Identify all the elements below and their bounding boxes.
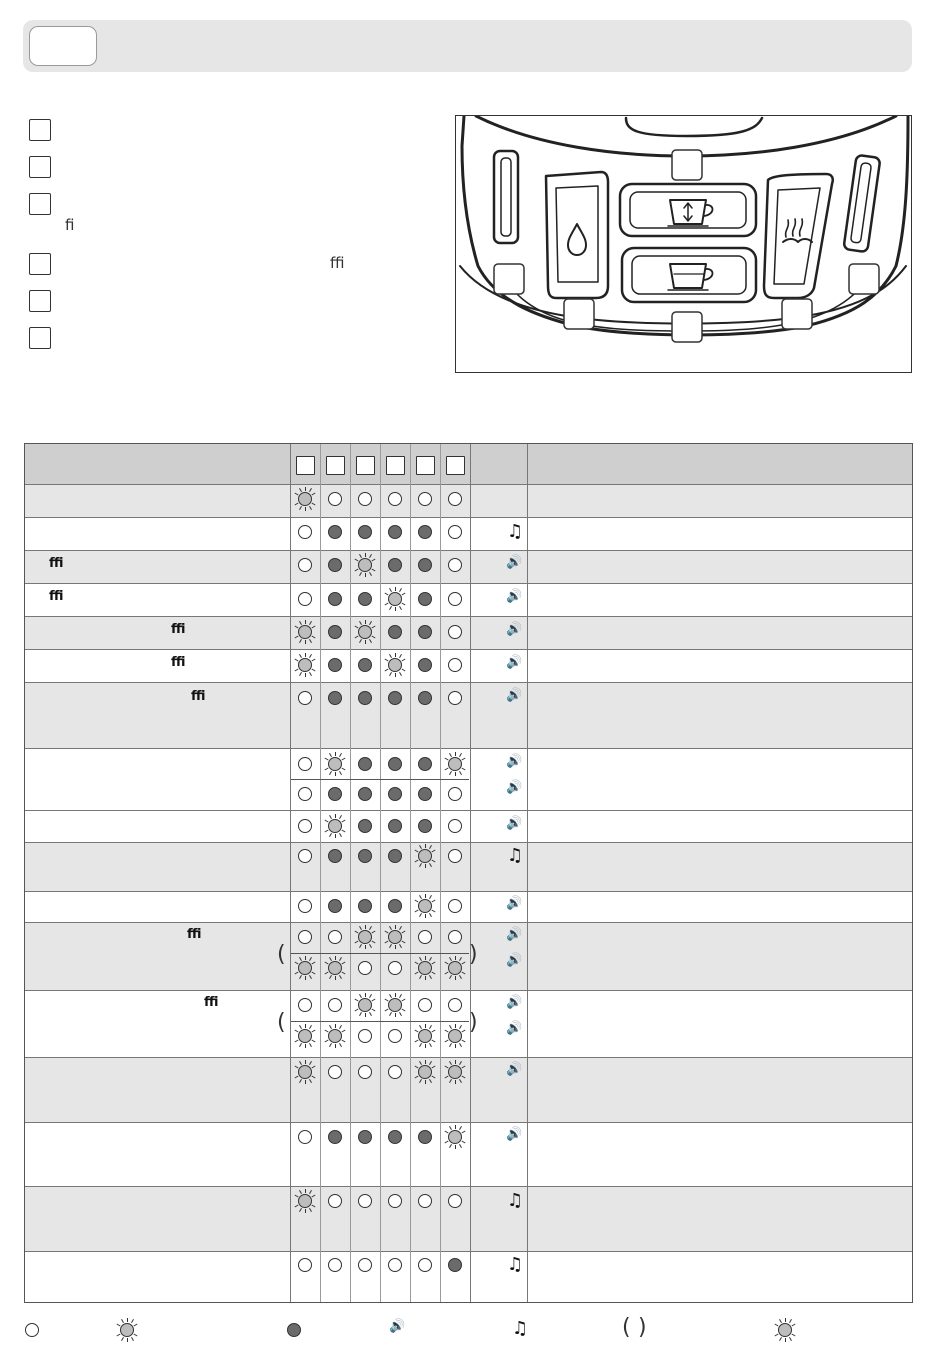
- blink-ray: [335, 752, 336, 756]
- row-7-label: ffi: [191, 689, 206, 704]
- led-row-1-col-5: [418, 492, 432, 506]
- blink-ray: [365, 993, 366, 997]
- led-row-20-col-6: [448, 1258, 462, 1272]
- led-row-3-col-6: [448, 558, 462, 572]
- led-row-7-col-2: [328, 691, 342, 705]
- blink-ray: [789, 1337, 792, 1341]
- blink-ray: [785, 1338, 786, 1342]
- led-row-18-col-3: [358, 1130, 372, 1144]
- blink-ray: [425, 1080, 426, 1084]
- led-row-2-col-5: [418, 525, 432, 539]
- led-row-13-col-5: [418, 930, 432, 944]
- blink-ray: [116, 1324, 120, 1327]
- led-row-10-col-1: [298, 819, 312, 833]
- led-row-18-col-4: [388, 1130, 402, 1144]
- beep-icon: 🔊: [506, 622, 523, 637]
- led-row-18-col-6: [448, 1130, 462, 1144]
- led-row-10-col-4: [388, 819, 402, 833]
- beep-icon: 🔊: [506, 1062, 523, 1077]
- led-row-9-col-2: [328, 787, 342, 801]
- led-row-5-col-3: [358, 625, 372, 639]
- led-row-14-col-6: [448, 961, 462, 975]
- beep-icon: 🔊: [506, 953, 523, 968]
- blink-ray: [121, 1319, 124, 1323]
- blink-ray: [305, 1080, 306, 1084]
- blink-ray: [116, 1334, 120, 1337]
- blink-ray: [455, 772, 456, 776]
- led-row-14-col-2: [328, 961, 342, 975]
- blink-ray: [305, 1209, 306, 1213]
- led-status-table: [24, 443, 913, 1303]
- table-row-3: [25, 550, 912, 584]
- led-row-15-col-4: [388, 998, 402, 1012]
- led-row-14-col-1: [298, 961, 312, 975]
- blink-ray: [774, 1324, 778, 1327]
- led-row-19-col-5: [418, 1194, 432, 1208]
- led-row-14-col-4: [388, 961, 402, 975]
- beep-icon: 🔊: [506, 1127, 523, 1142]
- blink-ray: [365, 945, 366, 949]
- table-row-17: [25, 1251, 912, 1303]
- led-row-20-col-1: [298, 1258, 312, 1272]
- blink-ray: [425, 1024, 426, 1028]
- led-row-20-col-2: [328, 1258, 342, 1272]
- blink-ray: [455, 1125, 456, 1129]
- cycle-right-icon: ): [469, 1010, 478, 1035]
- blink-ray: [792, 1324, 796, 1327]
- led-row-16-col-3: [358, 1029, 372, 1043]
- legend-led-blink-icon: [120, 1323, 134, 1337]
- led-row-11-col-4: [388, 849, 402, 863]
- blink-ray: [305, 673, 306, 677]
- led-row-13-col-6: [448, 930, 462, 944]
- blink-ray: [365, 620, 366, 624]
- blink-ray: [127, 1318, 128, 1322]
- blink-ray: [335, 834, 336, 838]
- led-row-6-col-3: [358, 658, 372, 672]
- led-row-6-col-2: [328, 658, 342, 672]
- beep-icon: 🔊: [506, 555, 523, 570]
- led-row-3-col-4: [388, 558, 402, 572]
- beep-icon: 🔊: [506, 655, 523, 670]
- blink-ray: [365, 1013, 366, 1017]
- led-row-2-col-1: [298, 525, 312, 539]
- led-row-18-col-2: [328, 1130, 342, 1144]
- device-control-panel-illustration: [455, 115, 912, 373]
- blink-ray: [774, 1334, 778, 1337]
- cycle-left-icon: (: [277, 942, 286, 967]
- led-row-19-col-1: [298, 1194, 312, 1208]
- blink-ray: [305, 487, 306, 491]
- checklist-box-4[interactable]: [29, 253, 51, 275]
- blink-ray: [425, 976, 426, 980]
- led-row-6-col-4: [388, 658, 402, 672]
- led-row-17-col-5: [418, 1065, 432, 1079]
- blink-ray: [335, 1044, 336, 1048]
- blink-ray: [455, 1060, 456, 1064]
- row-4-label: ffi: [49, 589, 64, 604]
- led-row-19-col-2: [328, 1194, 342, 1208]
- blink-ray: [455, 976, 456, 980]
- header-bar: [23, 20, 912, 72]
- checklist-box-5[interactable]: [29, 290, 51, 312]
- blink-ray: [395, 925, 396, 929]
- blink-ray: [365, 925, 366, 929]
- led-row-8-col-5: [418, 757, 432, 771]
- led-row-8-col-2: [328, 757, 342, 771]
- blink-ray: [365, 553, 366, 557]
- blink-ray: [455, 1080, 456, 1084]
- led-row-11-col-2: [328, 849, 342, 863]
- blink-ray: [395, 607, 396, 611]
- led-row-19-col-3: [358, 1194, 372, 1208]
- table-row-2: [25, 517, 912, 551]
- blink-ray: [335, 1024, 336, 1028]
- blink-ray: [395, 945, 396, 949]
- led-row-18-col-5: [418, 1130, 432, 1144]
- blink-ray: [395, 587, 396, 591]
- led-row-9-col-3: [358, 787, 372, 801]
- led-row-19-col-6: [448, 1194, 462, 1208]
- table-row-9: [25, 810, 912, 843]
- blink-ray: [305, 653, 306, 657]
- led-row-7-col-3: [358, 691, 372, 705]
- led-row-5-col-4: [388, 625, 402, 639]
- led-row-17-col-1: [298, 1065, 312, 1079]
- led-row-20-col-4: [388, 1258, 402, 1272]
- blink-ray: [305, 640, 306, 644]
- led-row-6-col-1: [298, 658, 312, 672]
- blink-ray: [455, 752, 456, 756]
- checklist-box-2[interactable]: [29, 156, 51, 178]
- led-row-10-col-6: [448, 819, 462, 833]
- blink-ray: [395, 1013, 396, 1017]
- led-row-2-col-4: [388, 525, 402, 539]
- melody-icon: ♫: [507, 1190, 524, 1211]
- led-row-7-col-1: [298, 691, 312, 705]
- header-page-tab: [29, 26, 97, 66]
- blink-ray: [131, 1337, 134, 1341]
- led-row-17-col-4: [388, 1065, 402, 1079]
- row-6-label: ffi: [171, 655, 186, 670]
- led-row-3-col-2: [328, 558, 342, 572]
- led-row-16-col-6: [448, 1029, 462, 1043]
- led-row-14-col-5: [418, 961, 432, 975]
- table-row-5: [25, 616, 912, 650]
- blink-ray: [455, 1044, 456, 1048]
- led-row-17-col-3: [358, 1065, 372, 1079]
- table-row-11: [25, 891, 912, 923]
- table-row-4: [25, 583, 912, 617]
- blink-ray: [335, 814, 336, 818]
- led-row-12-col-5: [418, 899, 432, 913]
- led-row-2-col-3: [358, 525, 372, 539]
- beep-icon: 🔊: [506, 896, 523, 911]
- led-row-5-col-5: [418, 625, 432, 639]
- led-row-17-col-2: [328, 1065, 342, 1079]
- blink-ray: [425, 956, 426, 960]
- table-row-14: [25, 1057, 912, 1123]
- header-led-box-5: [416, 456, 435, 475]
- blink-ray: [305, 507, 306, 511]
- table-row-1: [25, 484, 912, 518]
- cycle-right-icon: ): [469, 942, 478, 967]
- led-row-7-col-5: [418, 691, 432, 705]
- row-13-label: ffi: [204, 995, 219, 1010]
- led-row-10-col-2: [328, 819, 342, 833]
- table-row-6: [25, 649, 912, 683]
- legend-cycle-left-icon: (: [622, 1315, 631, 1340]
- blink-ray: [455, 1145, 456, 1149]
- blink-ray: [121, 1337, 124, 1341]
- table-row-10: [25, 842, 912, 892]
- led-row-1-col-2: [328, 492, 342, 506]
- led-row-6-col-5: [418, 658, 432, 672]
- led-row-13-col-2: [328, 930, 342, 944]
- led-row-16-col-1: [298, 1029, 312, 1043]
- blink-ray: [335, 772, 336, 776]
- blink-ray: [425, 1060, 426, 1064]
- led-row-16-col-2: [328, 1029, 342, 1043]
- led-row-10-col-5: [418, 819, 432, 833]
- led-row-8-col-4: [388, 757, 402, 771]
- led-row-20-col-3: [358, 1258, 372, 1272]
- led-row-8-col-1: [298, 757, 312, 771]
- beep-icon: 🔊: [506, 927, 523, 942]
- led-row-3-col-3: [358, 558, 372, 572]
- led-row-15-col-2: [328, 998, 342, 1012]
- blink-ray: [425, 844, 426, 848]
- blink-ray: [305, 956, 306, 960]
- blink-ray: [335, 956, 336, 960]
- led-row-5-col-2: [328, 625, 342, 639]
- header-led-box-2: [326, 456, 345, 475]
- control-panel-drawing: [456, 116, 911, 372]
- table-row-15: [25, 1122, 912, 1187]
- blink-ray: [305, 1044, 306, 1048]
- beep-icon: 🔊: [506, 816, 523, 831]
- table-header: [25, 444, 912, 484]
- blink-ray: [305, 1060, 306, 1064]
- led-row-8-col-3: [358, 757, 372, 771]
- blink-ray: [305, 620, 306, 624]
- table-row-16: [25, 1186, 912, 1252]
- led-row-15-col-3: [358, 998, 372, 1012]
- led-row-2-col-2: [328, 525, 342, 539]
- beep-icon: 🔊: [506, 688, 523, 703]
- blink-ray: [785, 1318, 786, 1322]
- led-row-3-col-5: [418, 558, 432, 572]
- melody-icon: ♫: [507, 1254, 524, 1275]
- blink-ray: [395, 653, 396, 657]
- led-row-14-col-3: [358, 961, 372, 975]
- blink-ray: [779, 1319, 782, 1323]
- led-row-11-col-3: [358, 849, 372, 863]
- legend-led-off-icon: [25, 1323, 39, 1337]
- led-row-10-col-3: [358, 819, 372, 833]
- header-led-box-4: [386, 456, 405, 475]
- led-row-13-col-3: [358, 930, 372, 944]
- led-row-17-col-6: [448, 1065, 462, 1079]
- led-row-11-col-1: [298, 849, 312, 863]
- led-row-4-col-4: [388, 592, 402, 606]
- led-row-9-col-6: [448, 787, 462, 801]
- led-row-1-col-6: [448, 492, 462, 506]
- blink-ray: [425, 1044, 426, 1048]
- header-led-box-6: [446, 456, 465, 475]
- legend-cycle-right-icon: ): [638, 1315, 647, 1340]
- led-row-13-col-4: [388, 930, 402, 944]
- blink-ray: [395, 673, 396, 677]
- blink-ray: [395, 993, 396, 997]
- table-row-7: [25, 682, 912, 749]
- cycle-left-icon: (: [277, 1010, 286, 1035]
- led-row-4-col-2: [328, 592, 342, 606]
- led-row-11-col-5: [418, 849, 432, 863]
- blink-ray: [425, 894, 426, 898]
- blink-ray: [425, 864, 426, 868]
- led-row-16-col-4: [388, 1029, 402, 1043]
- blink-ray: [779, 1337, 782, 1341]
- led-row-1-col-1: [298, 492, 312, 506]
- led-row-15-col-6: [448, 998, 462, 1012]
- blink-ray: [131, 1319, 134, 1323]
- blink-ray: [455, 1024, 456, 1028]
- led-row-18-col-1: [298, 1130, 312, 1144]
- blink-ray: [425, 914, 426, 918]
- led-row-12-col-3: [358, 899, 372, 913]
- beep-icon: 🔊: [506, 754, 523, 769]
- blink-ray: [335, 976, 336, 980]
- led-row-5-col-1: [298, 625, 312, 639]
- led-row-8-col-6: [448, 757, 462, 771]
- led-row-7-col-6: [448, 691, 462, 705]
- blink-ray: [305, 1024, 306, 1028]
- led-row-4-col-3: [358, 592, 372, 606]
- led-row-5-col-6: [448, 625, 462, 639]
- led-row-13-col-1: [298, 930, 312, 944]
- header-led-box-3: [356, 456, 375, 475]
- checklist-box-3[interactable]: [29, 193, 51, 215]
- melody-icon: ♫: [507, 845, 524, 866]
- led-row-2-col-6: [448, 525, 462, 539]
- led-row-9-col-1: [298, 787, 312, 801]
- beep-icon: 🔊: [506, 780, 523, 795]
- led-row-15-col-5: [418, 998, 432, 1012]
- legend-led-slow-blink-icon: [778, 1323, 792, 1337]
- led-row-7-col-4: [388, 691, 402, 705]
- led-row-11-col-6: [448, 849, 462, 863]
- led-row-12-col-6: [448, 899, 462, 913]
- checklist-box-6[interactable]: [29, 327, 51, 349]
- beep-icon: 🔊: [506, 589, 523, 604]
- header-led-box-1: [296, 456, 315, 475]
- led-row-6-col-6: [448, 658, 462, 672]
- blink-ray: [455, 956, 456, 960]
- led-row-9-col-4: [388, 787, 402, 801]
- beep-icon: 🔊: [506, 1021, 523, 1036]
- led-row-4-col-6: [448, 592, 462, 606]
- row-5-label: ffi: [171, 622, 186, 637]
- led-row-12-col-1: [298, 899, 312, 913]
- blink-ray: [305, 1189, 306, 1193]
- led-row-20-col-5: [418, 1258, 432, 1272]
- checklist-ligature-fi: fi: [65, 216, 75, 234]
- beep-icon: 🔊: [506, 995, 523, 1010]
- legend-beep-icon: 🔊: [389, 1319, 406, 1334]
- legend-led-on-icon: [287, 1323, 301, 1337]
- led-row-4-col-1: [298, 592, 312, 606]
- checklist-ligature-ffi: ffi: [330, 254, 345, 272]
- blink-ray: [134, 1324, 138, 1327]
- led-row-1-col-4: [388, 492, 402, 506]
- led-row-3-col-1: [298, 558, 312, 572]
- blink-ray: [134, 1334, 138, 1337]
- led-row-1-col-3: [358, 492, 372, 506]
- checklist-box-1[interactable]: [29, 119, 51, 141]
- blink-ray: [792, 1334, 796, 1337]
- blink-ray: [789, 1319, 792, 1323]
- blink-ray: [365, 640, 366, 644]
- blink-ray: [305, 976, 306, 980]
- led-row-15-col-1: [298, 998, 312, 1012]
- led-row-19-col-4: [388, 1194, 402, 1208]
- row-12-label: ffi: [187, 927, 202, 942]
- led-row-12-col-4: [388, 899, 402, 913]
- legend-melody-icon: ♫: [512, 1318, 529, 1339]
- blink-ray: [127, 1338, 128, 1342]
- led-row-4-col-5: [418, 592, 432, 606]
- led-row-12-col-2: [328, 899, 342, 913]
- led-row-9-col-5: [418, 787, 432, 801]
- blink-ray: [365, 573, 366, 577]
- row-3-label: ffi: [49, 556, 64, 571]
- led-row-16-col-5: [418, 1029, 432, 1043]
- melody-icon: ♫: [507, 521, 524, 542]
